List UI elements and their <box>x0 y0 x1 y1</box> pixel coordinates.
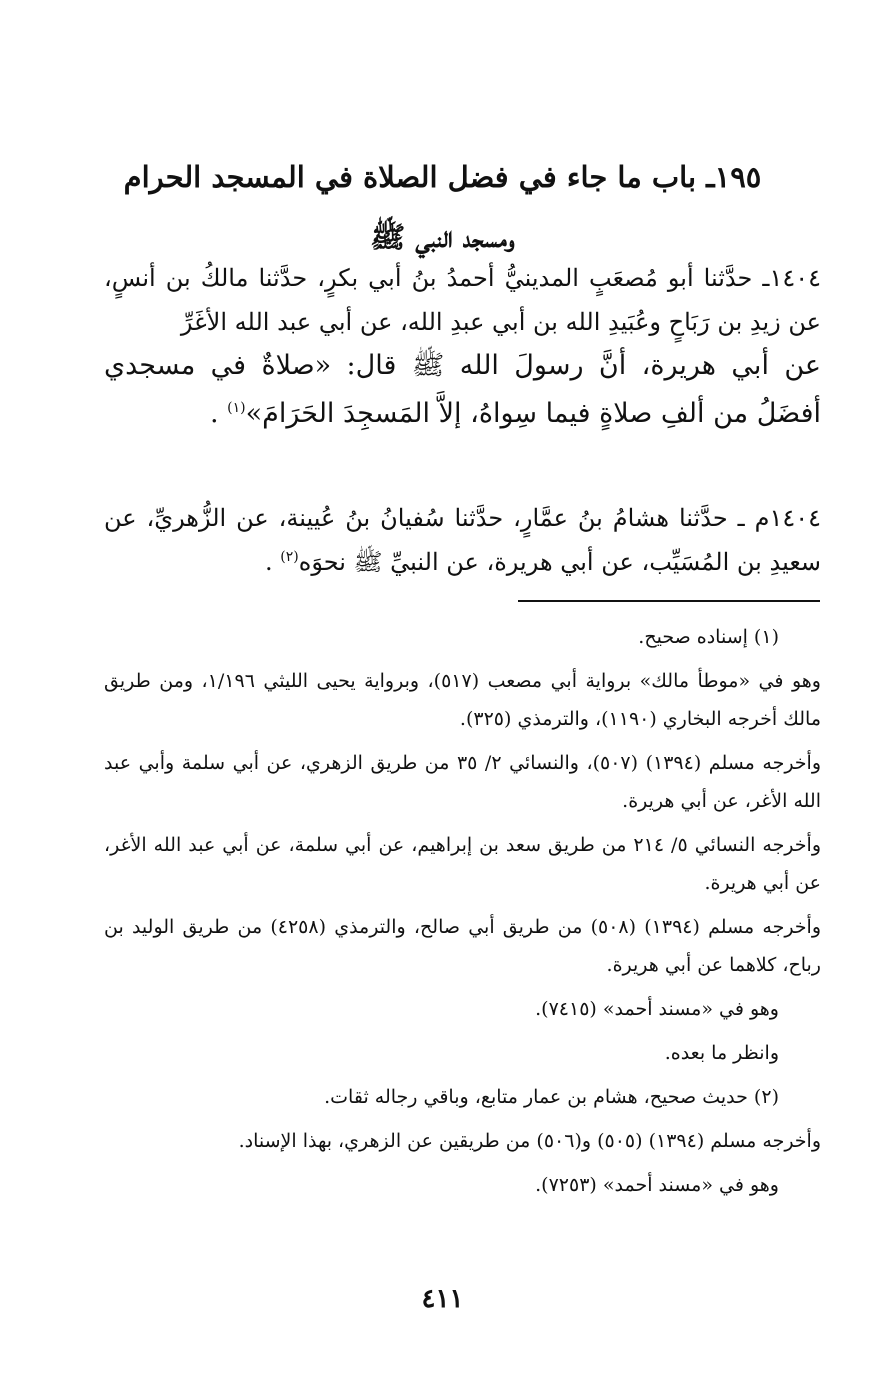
footnote-line: وأخرجه النسائي ٥/ ٢١٤ من طريق سعد بن إبراهيم، عن أبي سلمة، عن أبي عبد الله الأغر، عن أبي هريرة. <box>104 834 821 894</box>
hadith-1404m <box>104 496 821 584</box>
hadith-1404m-paragraph <box>104 496 821 584</box>
footnote-line: وأخرجه مسلم (١٣٩٤) (٥٠٧)، والنسائي ٢/ ٣٥ من طريق الزهري، عن أبي سلمة وأبي عبد الله الأغر، عن أبي هريرة. <box>104 752 822 812</box>
hadith-1404m-text: ١٤٠٤م ـ حدَّثنا هشامُ بنُ عمَّارٍ، حدَّثنا سُفيانُ بنُ عُيينة، عن الزُّهريِّ، عن سعيدِ بن المُسَيِّب، عن أبي هريرة، عن النبيِّ ﷺ نحوَه <box>104 504 821 576</box>
footnote-ref-2: (٢) <box>280 549 299 565</box>
footnote-separator <box>518 600 820 602</box>
footnote-line: وهو في «مسند أحمد» (٧٤١٥). <box>535 998 779 1020</box>
footnote-ref-1: (١) <box>227 400 246 416</box>
footnote-line: وانظر ما بعده. <box>664 1042 779 1064</box>
footnote-line: (٢) حديث صحيح، هشام بن عمار متابع، وباقي رجاله ثقات. <box>324 1086 779 1108</box>
page-number: ٤١١ <box>421 1284 464 1314</box>
hadith-1404-matn-paragraph <box>104 342 821 438</box>
chapter-title <box>100 147 785 267</box>
footnote-line: (١) إسناده صحيح. <box>638 626 779 648</box>
hadith-1404-matn <box>104 342 821 438</box>
hadith-1404m-end: . <box>265 548 281 576</box>
hadith-1404-isnad <box>104 256 821 344</box>
hadith-1404-matn-text: عن أبي هريرة، أنَّ رسولَ الله ﷺ قال: «صلاةٌ في مسجدي أفضَلُ من ألفِ صلاةٍ فيما سِواهُ، إلاَّ المَسجِدَ الحَرَامَ» <box>104 350 821 429</box>
footnote-line: وأخرجه مسلم (١٣٩٤) (٥٠٥) و(٥٠٦) من طريقين عن الزهري، بهذا الإسناد. <box>238 1130 821 1152</box>
footnote-line: وهو في «مسند أحمد» (٧٢٥٣). <box>535 1174 779 1196</box>
chapter-title-line-1: ١٩٥ـ باب ما جاء في فضل الصلاة في المسجد الحرام <box>123 160 762 195</box>
footnotes <box>104 618 821 1210</box>
chapter-title-line-2: ومسجد النبي ﷺ <box>370 220 515 255</box>
hadith-1404-end: . <box>210 398 228 429</box>
footnote-line: وهو في «موطأ مالك» برواية أبي مصعب (٥١٧)، وبرواية يحيى الليثي ١/١٩٦، ومن طريق مالك أخرجه البخاري (١١٩٠)، والترمذي (٣٢٥). <box>104 670 821 730</box>
footnote-line: وأخرجه مسلم (١٣٩٤) (٥٠٨) من طريق أبي صالح، والترمذي (٤٢٥٨) من طريق الوليد بن رباح، كلاهما عن أبي هريرة. <box>104 916 821 976</box>
hadith-1404-isnad-text: ١٤٠٤ـ حدَّثنا أبو مُصعَبٍ المدينيُّ أحمدُ بنُ أبي بكرٍ، حدَّثنا مالكُ بن أنسٍ، عن زيدِ بن رَبَاحٍ وعُبَيدِ الله بن أبي عبدِ الله، عن أبي عبد الله الأغَرِّ <box>104 264 821 336</box>
